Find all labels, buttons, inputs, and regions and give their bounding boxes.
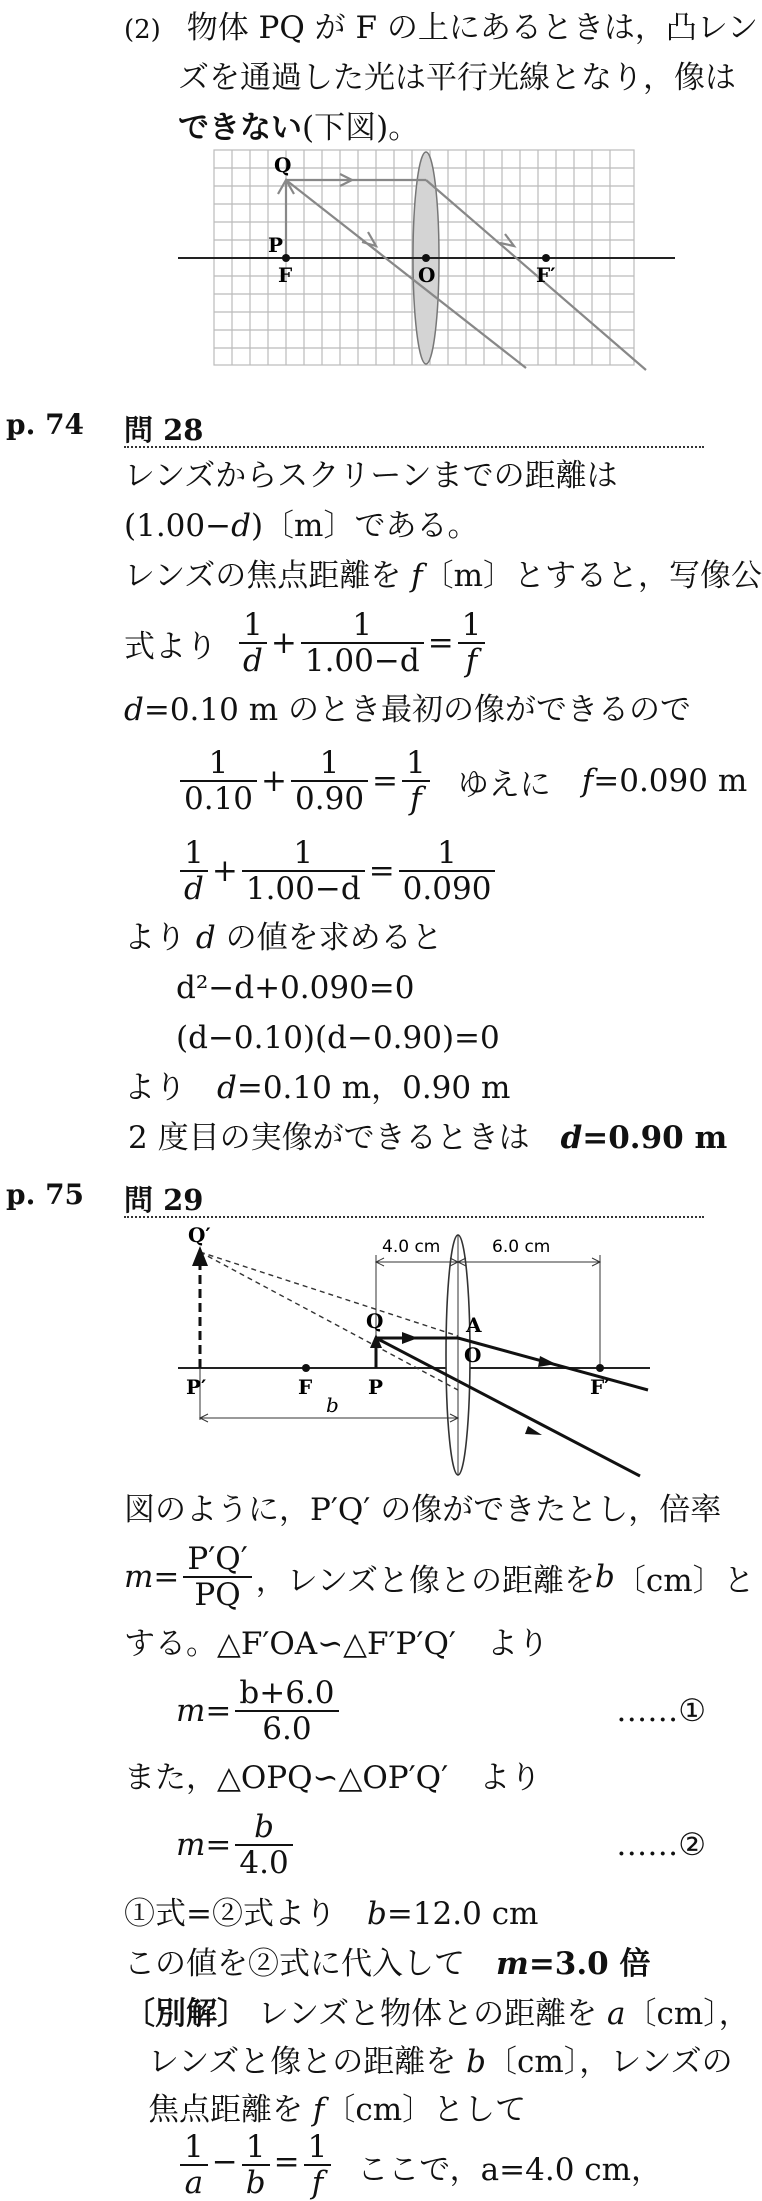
label-Fprime: F′ <box>536 263 556 287</box>
p75-answer: この値を②式に代入して m=3.0 倍 <box>124 1946 651 1982</box>
p74-line2: (1.00−d)〔m〕である。 <box>124 508 479 544</box>
p74-line7: d²−d+0.090=0 <box>176 970 415 1006</box>
p75-line1: 図のように，P′Q′ の像ができたとし，倍率 <box>124 1492 722 1528</box>
question-29-title: 問 29 <box>124 1183 204 1217</box>
p74-line5: d=0.10 m のとき最初の像ができるので <box>124 692 691 728</box>
label-F: F <box>298 1375 313 1399</box>
light-rays <box>376 1338 648 1476</box>
divider-dotted <box>124 1216 704 1218</box>
p75-formula2: m = $\frac{b}{4.0}$ ……② <box>176 1809 706 1881</box>
page-ref-p74: p. 74 <box>6 408 85 441</box>
point-Fprime <box>542 254 550 262</box>
label-O: O <box>464 1343 482 1367</box>
part2-line3: できない(下図)。 <box>178 110 420 146</box>
point-P <box>282 254 290 262</box>
label-F: F <box>278 263 293 287</box>
p74-line1: レンズからスクリーンまでの距離は <box>124 458 618 494</box>
p74-formula3: $\frac{1}{d}$ + $\frac{1}{1.00-d}$ = $\frac{1}{0.090}$ <box>176 828 499 914</box>
p75-line7: 〔別解〕 レンズと物体との距離を a〔cm〕， <box>124 1996 750 2032</box>
p75-formula3: $\frac{1}{a}$ − $\frac{1}{b}$ = $\frac{1}{f}$ ここで，a=4.0 cm， <box>176 2130 662 2188</box>
p74-answer: 2 度目の実像ができるときは d=0.90 m <box>128 1120 728 1156</box>
label-dist-6: 6.0 cm <box>492 1237 551 1257</box>
part2-number: (2) <box>124 15 161 45</box>
p74-formula2: $\frac{1}{0.10}$ + $\frac{1}{0.90}$ = $\frac{1}{f}$ ゆえに f =0.090 m <box>176 738 747 824</box>
label-b: b <box>326 1393 339 1417</box>
label-A: A <box>466 1313 482 1337</box>
p74-line6: より d の値を求めると <box>124 920 443 956</box>
label-Q: Q <box>274 153 292 177</box>
p74-line8: (d−0.10)(d−0.90)=0 <box>176 1020 500 1056</box>
p75-line5: ①式=②式より b=12.0 cm <box>124 1896 539 1932</box>
divider-dotted <box>124 446 704 448</box>
figure-lens-virtual-image <box>170 1220 670 1480</box>
light-rays <box>278 174 646 370</box>
label-Q: Q <box>366 1309 384 1333</box>
p74-line9: より d=0.10 m，0.90 m <box>124 1070 511 1106</box>
page-ref-p75: p. 75 <box>6 1178 85 1211</box>
p74-line3: レンズの焦点距離を f〔m〕とすると，写像公 <box>124 558 762 594</box>
point-F <box>302 1364 310 1372</box>
part2-block <box>0 0 759 150</box>
extension-lines <box>200 1252 458 1390</box>
p75-formula1: m = $\frac{b+6.0}{6.0}$ ……① <box>176 1675 706 1747</box>
p75-line2: m = $\frac{P'Q'}{PQ}$ ，レンズと像との距離を b 〔cm〕と <box>124 1541 755 1613</box>
p75-line3: する。△F′OA∽△F′P′Q′ より <box>124 1626 549 1662</box>
label-O: O <box>418 263 436 287</box>
p74-formula1: 式より $\frac{1}{d}$ + $\frac{1}{1.00-d}$ = $\frac{1}{f}$ <box>124 600 489 686</box>
label-Qprime: Q′ <box>188 1223 211 1247</box>
label-Fprime: F′ <box>590 1375 610 1399</box>
question-28-title: 問 28 <box>124 413 204 447</box>
p75-line8: レンズと像との距離を b〔cm〕，レンズの <box>148 2044 733 2080</box>
label-dist-4: 4.0 cm <box>382 1237 441 1257</box>
part2-line2: ズを通過した光は平行光線となり，像は <box>178 60 736 96</box>
label-Pprime: P′ <box>186 1375 207 1399</box>
part2-line1: (2) 物体 PQ が F の上にあるときは，凸レン <box>124 10 759 46</box>
p75-line4: また，△OPQ∽△OP′Q′ より <box>124 1760 542 1796</box>
figure-lens-parallel <box>170 150 680 368</box>
label-P: P <box>268 233 284 257</box>
label-P: P <box>368 1375 384 1399</box>
point-Fprime <box>596 1364 604 1372</box>
p75-line9: 焦点距離を f〔cm〕として <box>148 2092 527 2128</box>
point-O <box>422 254 430 262</box>
